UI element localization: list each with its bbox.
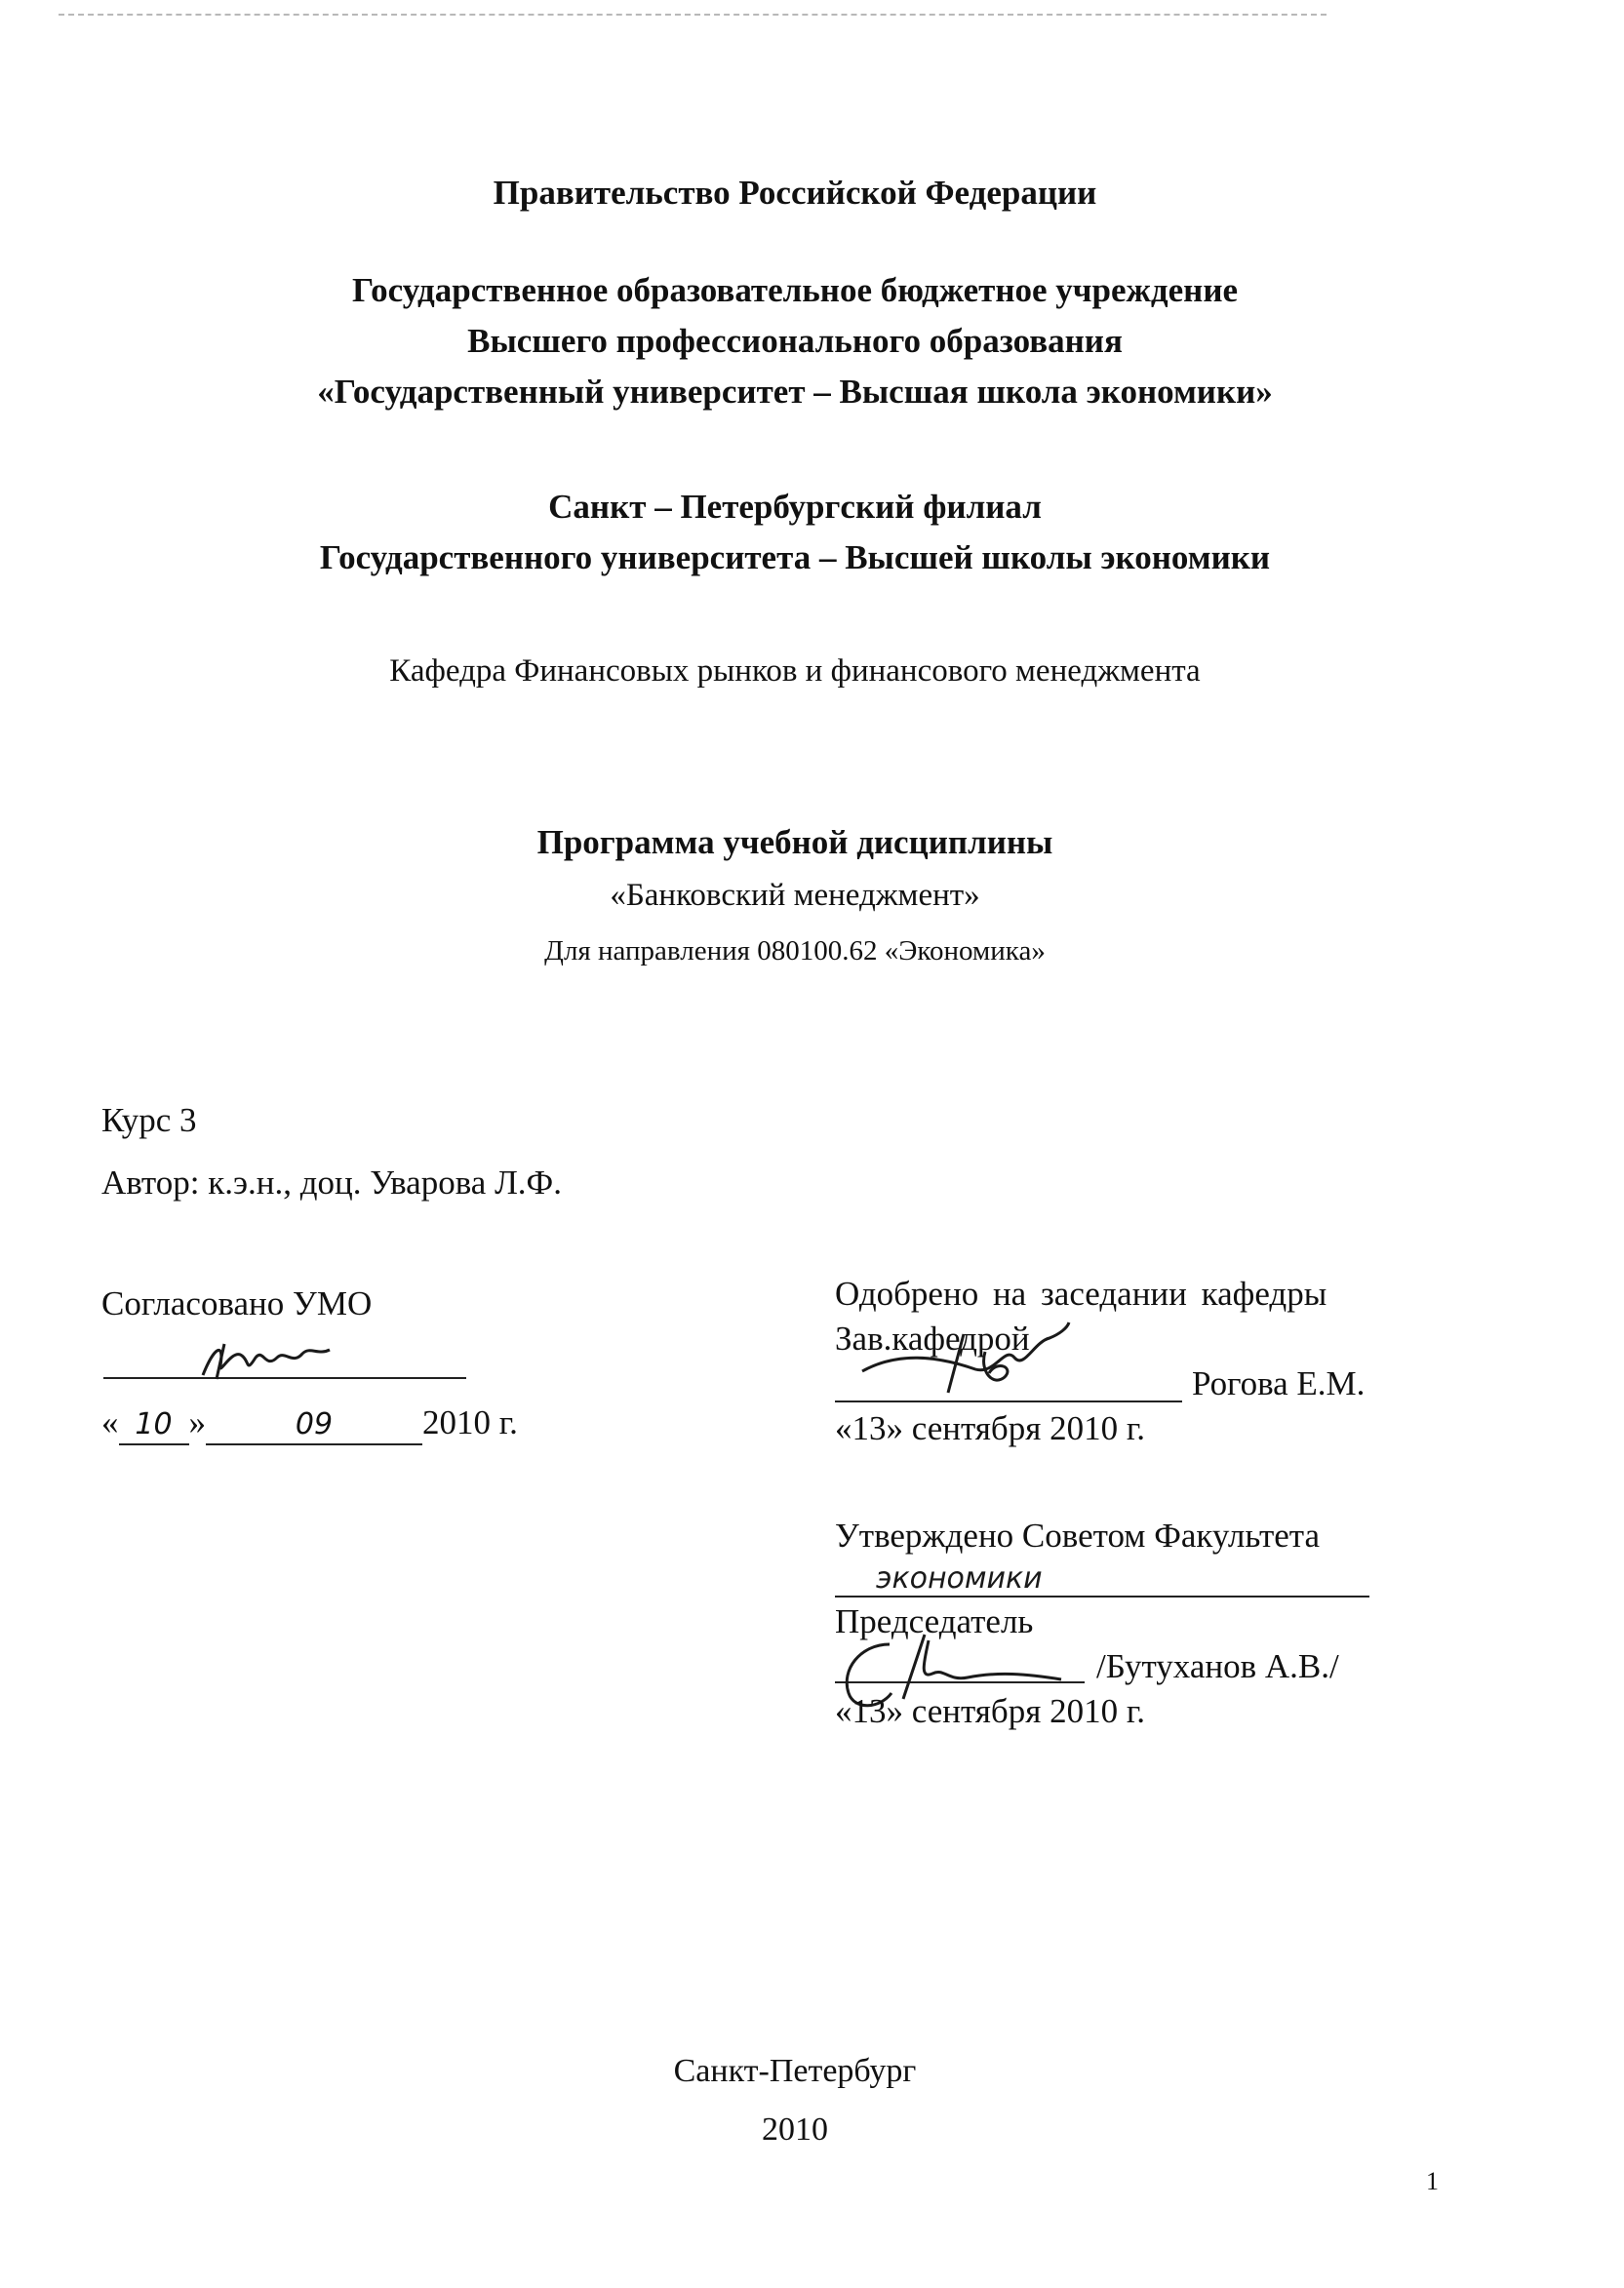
umo-date-day: 10: [119, 1406, 189, 1445]
institution-line-2: Высшего профессионального образования: [467, 322, 1123, 360]
umo-approval-date: [101, 1400, 518, 1445]
date-open-quote: «: [101, 1403, 119, 1441]
umo-signature: [195, 1336, 341, 1385]
faculty-handwritten-text: экономики: [876, 1561, 1043, 1596]
department-head-role: Зав.кафедрой: [835, 1320, 1030, 1358]
program-direction: Для направления 080100.62 «Экономика»: [544, 935, 1046, 966]
department-head-signature: [858, 1313, 1073, 1400]
council-faculty-handwritten: [868, 1555, 1219, 1598]
council-approval-title: Утверждено Советом Факультета: [835, 1517, 1321, 1555]
discipline-name: «Банковский менеджмент»: [610, 878, 980, 913]
date-close-quote: »: [188, 1403, 206, 1441]
program-title: Программа учебной дисциплины: [536, 823, 1053, 861]
footer-year: 2010: [762, 2111, 828, 2148]
course-label: Курс 3: [101, 1101, 197, 1139]
umo-date-month: 09: [206, 1406, 422, 1445]
institution-line-3: «Государственный университет – Высшая школа экономики»: [317, 373, 1273, 411]
department-approval-title: Одобрено на заседании кафедры: [835, 1275, 1327, 1313]
branch-line-2: Государственного университета – Высшей школы экономики: [319, 538, 1271, 576]
department-head-name: Рогова Е.М.: [1192, 1364, 1366, 1402]
council-chair-name: /Бутуханов А.В./: [1096, 1647, 1339, 1685]
umo-approval-title: Согласовано УМО: [101, 1284, 373, 1322]
umo-date-year: 2010 г.: [422, 1403, 518, 1441]
scan-top-edge: [59, 14, 1327, 16]
branch-line-1: Санкт – Петербургский филиал: [548, 488, 1042, 526]
institution-line-1: Государственное образовательное бюджетное учреждение: [351, 271, 1239, 309]
footer-city: Санкт-Петербург: [673, 2053, 917, 2089]
department-head-signature-line: [835, 1400, 1182, 1402]
department-approval-date: «13» сентября 2010 г.: [835, 1409, 1145, 1447]
council-approval-date: «13» сентября 2010 г.: [835, 1692, 1145, 1730]
government-heading: Правительство Российской Федерации: [493, 174, 1097, 212]
author-line: Автор: к.э.н., доц. Уварова Л.Ф.: [101, 1164, 562, 1202]
department-name: Кафедра Финансовых рынков и финансового менеджмента: [389, 653, 1201, 689]
council-chair-role: Председатель: [835, 1602, 1034, 1640]
page-number: 1: [1426, 2167, 1439, 2195]
